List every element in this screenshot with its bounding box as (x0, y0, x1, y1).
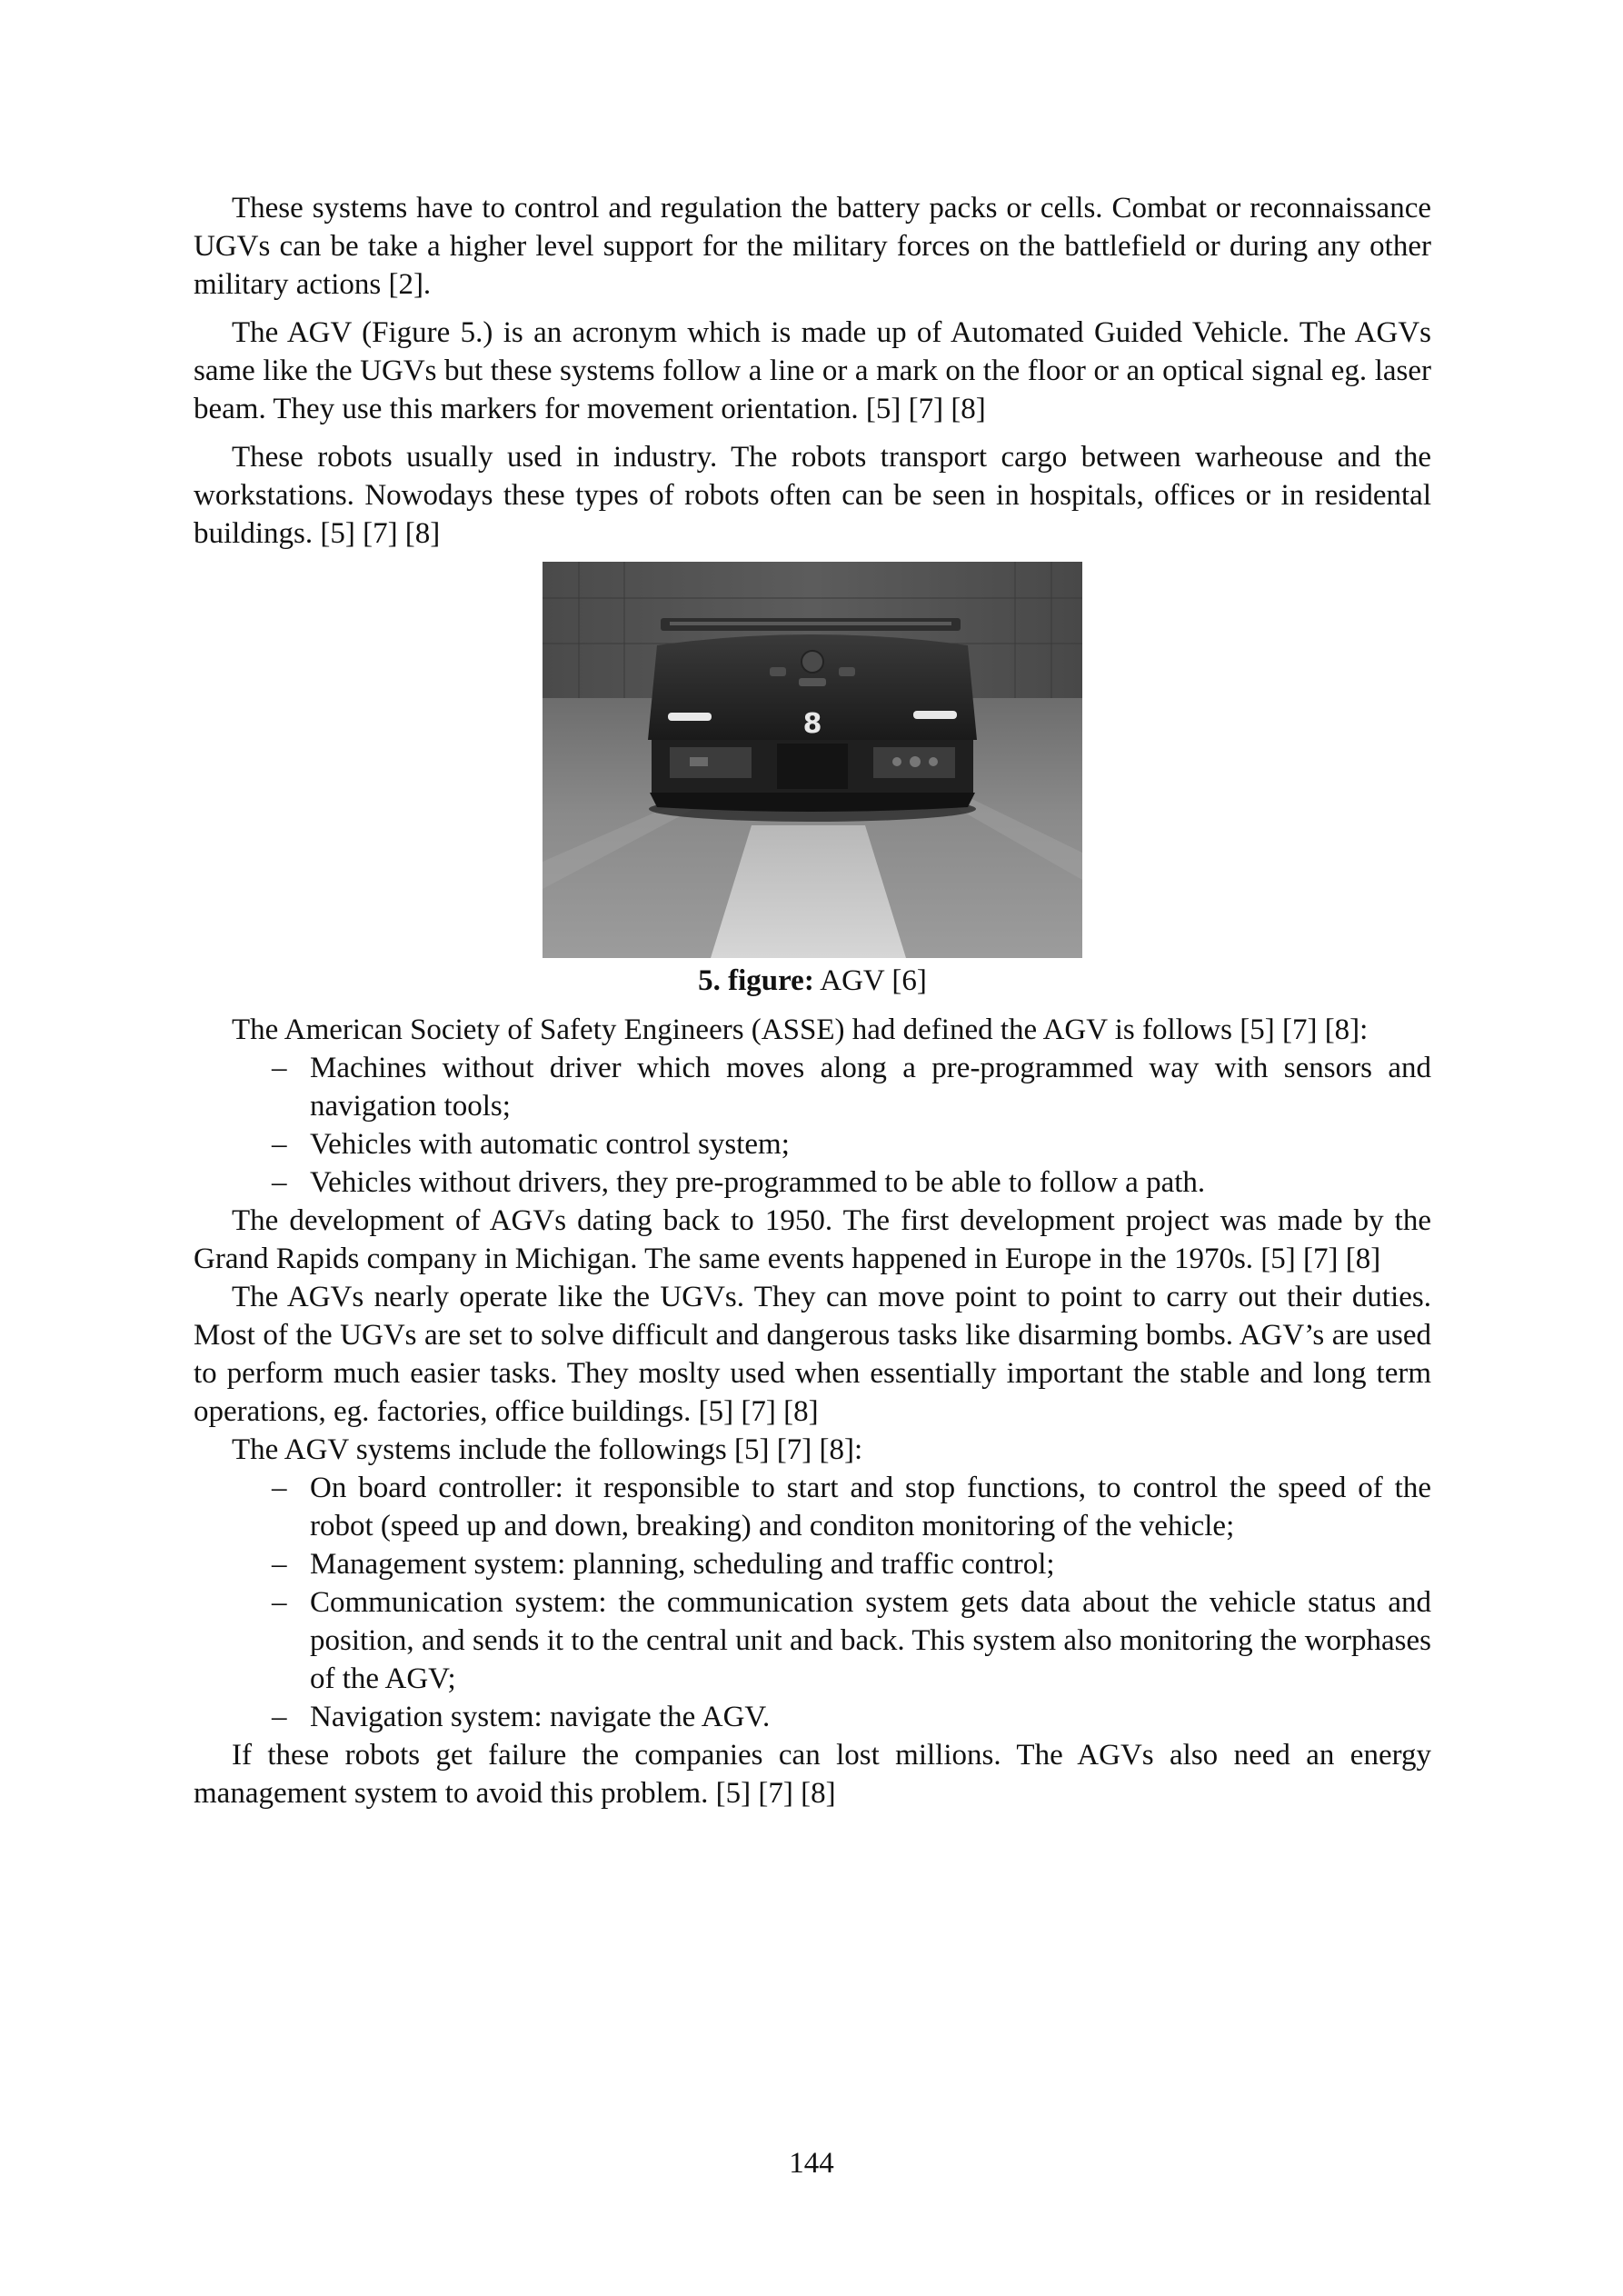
paragraph: These robots usually used in industry. The robots transport cargo between warheouse and the workstations. Nowodays these types of robots often can be seen in hospitals, offices or in residental buildings. [5] [7] [8] (194, 441, 1431, 550)
paragraph: If these robots get failure the companies can lost millions. The AGVs also need an energy management system to avoid this problem. [5] [7] [8] (194, 1739, 1431, 1810)
page-number: 144 (789, 2147, 834, 2180)
list-item: – Vehicles with automatic control system; (310, 1125, 1431, 1163)
main-content (194, 189, 1431, 1812)
list-item: – Management system: planning, scheduling and traffic control; (310, 1545, 1431, 1583)
robot-number: 8 (802, 708, 822, 740)
figure-caption-text: AGV [6] (813, 964, 927, 997)
agv-photo (543, 562, 1082, 958)
figure (194, 562, 1431, 1000)
paragraph: The development of AGVs dating back to 1950. The first development project was made by the Grand Rapids company in Michigan. The same events happened in Europe in the 1970s. [5] [7] [8] (194, 1204, 1431, 1275)
figure-label: 5. figure: (698, 964, 814, 997)
figure-caption (194, 962, 1431, 1000)
list-item: – Communication system: the communication system gets data about the vehicle status and position, and sends it to the central unit and back. This system also monitoring the worphases of the AGV; (310, 1583, 1431, 1698)
paragraph: The AGV systems include the followings [5] [7] [8]: (232, 1433, 863, 1466)
list-item: – On board controller: it responsible to start and stop functions, to control the speed of the robot (speed up and down, breaking) and conditon monitoring of the vehicle; (310, 1469, 1431, 1545)
paragraph: These systems have to control and regulation the battery packs or cells. Combat or reconnaissance UGVs can be take a higher level support for the military forces on the battlefield or during any other military actions [2]. (194, 192, 1431, 301)
list-item: – Machines without driver which moves along a pre-programmed way with sensors and navigation tools; (310, 1049, 1431, 1125)
paragraph: The AGVs nearly operate like the UGVs. They can move point to point to carry out their duties. Most of the UGVs are set to solve difficult and dangerous tasks like disarming bombs. AGV’s are used to perform much easier tasks. They moslty used when essentially important the stable and long term operations, eg. factories, office buildings. [5] [7] [8] (194, 1281, 1431, 1428)
definition-list (194, 1049, 1431, 1202)
list-item: – Navigation system: navigate the AGV. (310, 1698, 1431, 1736)
list-item: – Vehicles without drivers, they pre-programmed to be able to follow a path. (310, 1163, 1431, 1202)
systems-list (194, 1469, 1431, 1736)
paragraph: The American Society of Safety Engineers (ASSE) had defined the AGV is follows [5] [7] [8]: (232, 1013, 1369, 1046)
paragraph: The AGV (Figure 5.) is an acronym which is made up of Automated Guided Vehicle. The AGVs same like the UGVs but these systems follow a line or a mark on the floor or an optical signal eg. laser beam. They use this markers for movement orientation. [5] [7] [8] (194, 316, 1431, 425)
